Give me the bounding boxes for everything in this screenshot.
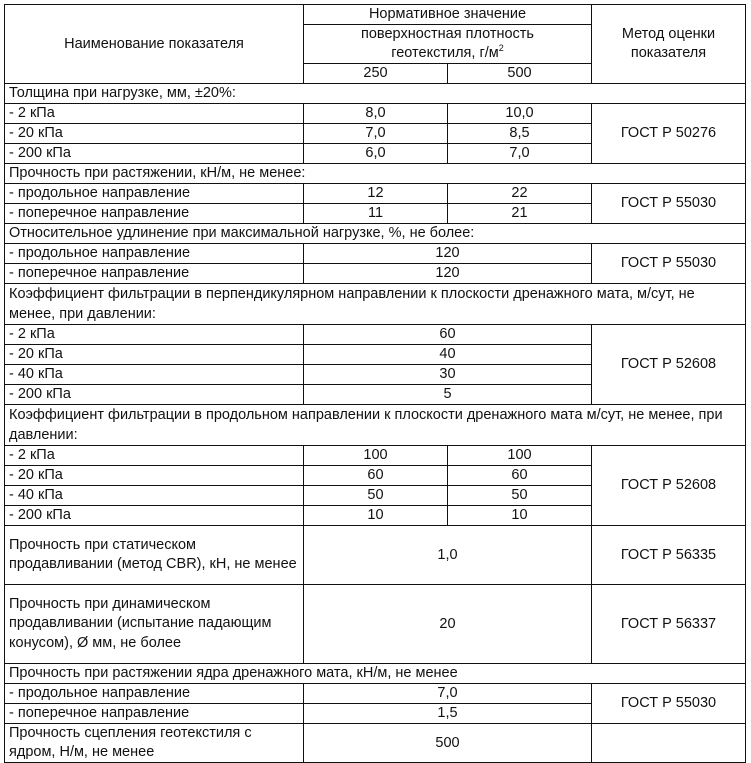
row-label: - поперечное направление — [5, 204, 304, 224]
method-cell: ГОСТ Р 55030 — [592, 184, 746, 224]
value-250: 12 — [304, 184, 448, 204]
method-cell-empty — [592, 724, 746, 763]
row-label: - 40 кПа — [5, 486, 304, 506]
row-label: - 20 кПа — [5, 124, 304, 144]
section-title-filtration-longitudinal: Коэффициент фильтрации в продольном направлении к плоскости дренажного мата м/сут, не менее, при давлении: — [5, 405, 746, 446]
geotextile-spec-table — [4, 4, 746, 763]
header-indicator-name: Наименование показателя — [5, 5, 304, 84]
value-250: 10 — [304, 506, 448, 526]
row-label: - 2 кПа — [5, 325, 304, 345]
row-label: - 20 кПа — [5, 345, 304, 365]
row-label: Прочность при динамическом продавливании (испытание падающим конусом), Ø мм, не более — [5, 585, 304, 664]
table-row — [5, 244, 746, 264]
value-250: 100 — [304, 446, 448, 466]
header-row-1 — [5, 5, 746, 25]
row-label: Прочность сцепления геотекстиля с ядром, Н/м, не менее — [5, 724, 304, 763]
header-density-sup: 2 — [498, 43, 504, 54]
value-merged: 120 — [304, 244, 592, 264]
table-row-adhesion — [5, 724, 746, 763]
section-title-row — [5, 284, 746, 325]
spec-table-wrapper — [4, 4, 746, 763]
value-merged: 500 — [304, 724, 592, 763]
row-label: - 40 кПа — [5, 365, 304, 385]
method-cell: ГОСТ Р 52608 — [592, 446, 746, 526]
value-merged: 7,0 — [304, 684, 592, 704]
section-title-filtration-perpendicular: Коэффициент фильтрации в перпендикулярном направлении к плоскости дренажного мата, м/сут, не менее, при давлении: — [5, 284, 746, 325]
value-500: 7,0 — [448, 144, 592, 164]
method-cell: ГОСТ Р 56335 — [592, 526, 746, 585]
value-250: 8,0 — [304, 104, 448, 124]
value-500: 100 — [448, 446, 592, 466]
method-cell: ГОСТ Р 56337 — [592, 585, 746, 664]
table-row — [5, 446, 746, 466]
value-merged: 60 — [304, 325, 592, 345]
value-merged: 120 — [304, 264, 592, 284]
row-label: - 20 кПа — [5, 466, 304, 486]
row-label: - продольное направление — [5, 184, 304, 204]
table-row — [5, 684, 746, 704]
value-merged: 5 — [304, 385, 592, 405]
value-250: 11 — [304, 204, 448, 224]
table-row-static-puncture — [5, 526, 746, 585]
section-title-thickness: Толщина при нагрузке, мм, ±20%: — [5, 84, 746, 104]
header-method-line2: показателя — [630, 45, 707, 61]
table-row — [5, 325, 746, 345]
value-250: 60 — [304, 466, 448, 486]
header-density-500: 500 — [448, 64, 592, 84]
method-cell: ГОСТ Р 50276 — [592, 104, 746, 164]
value-500: 21 — [448, 204, 592, 224]
row-label: - поперечное направление — [5, 704, 304, 724]
row-label: - продольное направление — [5, 684, 304, 704]
section-title-row — [5, 84, 746, 104]
value-merged: 1,5 — [304, 704, 592, 724]
section-title-row — [5, 664, 746, 684]
row-label: - 200 кПа — [5, 506, 304, 526]
header-method — [592, 5, 746, 84]
method-cell: ГОСТ Р 52608 — [592, 325, 746, 405]
value-merged: 30 — [304, 365, 592, 385]
header-density-line1: поверхностная плотность — [361, 26, 534, 42]
table-row — [5, 184, 746, 204]
value-500: 50 — [448, 486, 592, 506]
row-label: - продольное направление — [5, 244, 304, 264]
row-label: - 200 кПа — [5, 144, 304, 164]
table-row-dynamic-puncture — [5, 585, 746, 664]
value-500: 10 — [448, 506, 592, 526]
header-method-line1: Метод оценки — [621, 26, 716, 42]
value-250: 6,0 — [304, 144, 448, 164]
method-cell: ГОСТ Р 55030 — [592, 684, 746, 724]
header-density-line2: геотекстиля, г/м — [391, 45, 499, 61]
method-cell: ГОСТ Р 55030 — [592, 244, 746, 284]
value-merged: 40 — [304, 345, 592, 365]
row-label: - 2 кПа — [5, 446, 304, 466]
header-density-250: 250 — [304, 64, 448, 84]
row-label: - 2 кПа — [5, 104, 304, 124]
value-500: 22 — [448, 184, 592, 204]
section-title-core-tensile: Прочность при растяжении ядра дренажного мата, кН/м, не менее — [5, 664, 746, 684]
value-250: 7,0 — [304, 124, 448, 144]
value-merged: 20 — [304, 585, 592, 664]
value-500: 8,5 — [448, 124, 592, 144]
value-500: 60 — [448, 466, 592, 486]
header-surface-density — [304, 25, 592, 64]
section-title-elongation: Относительное удлинение при максимальной нагрузке, %, не более: — [5, 224, 746, 244]
value-250: 50 — [304, 486, 448, 506]
value-merged: 1,0 — [304, 526, 592, 585]
section-title-row — [5, 405, 746, 446]
section-title-row — [5, 224, 746, 244]
table-row — [5, 104, 746, 124]
header-normative-value: Нормативное значение — [304, 5, 592, 25]
section-title-row — [5, 164, 746, 184]
row-label: Прочность при статическом продавливании (метод CBR), кН, не менее — [5, 526, 304, 585]
row-label: - поперечное направление — [5, 264, 304, 284]
section-title-tensile-strength: Прочность при растяжении, кН/м, не менее: — [5, 164, 746, 184]
value-500: 10,0 — [448, 104, 592, 124]
row-label: - 200 кПа — [5, 385, 304, 405]
